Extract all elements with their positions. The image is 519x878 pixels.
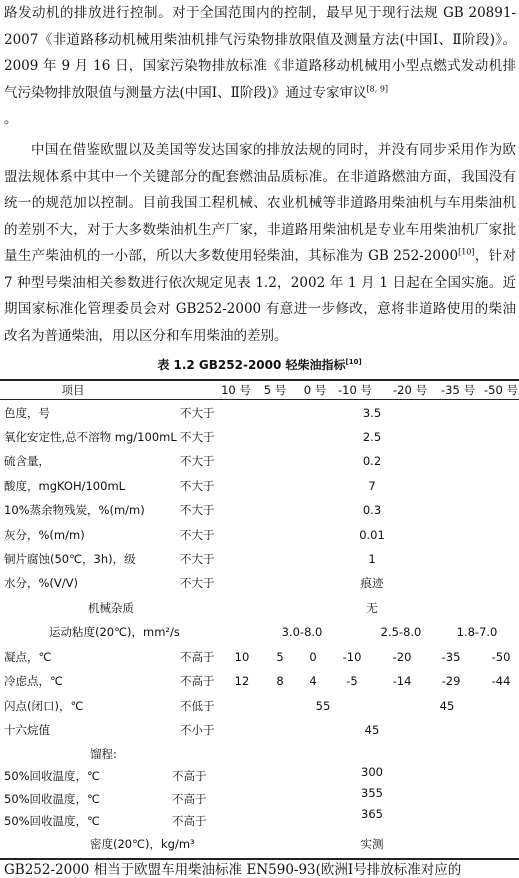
row-value: 实测 — [360, 837, 384, 851]
row-value: 1 — [368, 552, 376, 566]
row-value: 0.2 — [362, 454, 382, 468]
row-label: 凝点，℃ — [4, 650, 52, 664]
row-value: 无 — [366, 601, 378, 615]
row-label: 十六烷值 — [4, 723, 50, 737]
row-value: 7 — [368, 479, 376, 493]
paragraph-2-text-b: ，针对 7 种型号柴油相关参数进行依次规定见表 1.2，2002 年 1 月 1 日起在全国实施。近期国家标准化管理委员会对 GB252-2000 有意进一步修改，意将非道路使用的柴油改名为普通柴油，用以区分和车用柴油的差别。 — [4, 248, 516, 344]
paragraph-2 — [4, 137, 516, 349]
table-title-citation: [10] — [345, 358, 362, 366]
header-grade-m20: -20 号 — [393, 383, 427, 397]
row-value: 0 — [309, 650, 317, 664]
header-grade-m10: -10 号 — [338, 383, 372, 397]
row-value: 3.0-8.0 — [281, 625, 323, 639]
row-value: 300 — [361, 765, 383, 779]
row-limit: 不大于 — [180, 576, 215, 590]
paragraph-2-text-a: 中国在借鉴欧盟以及美国等发达国家的排放法规的同时，并没有同步采用作为欧盟法规体系中其中一个关键部分的配套燃油品质标准。在非道路燃油方面，我国没有统一的规范加以控制。目前我国工程机械、农业机械等非道路用柴油机与车用柴油机的差别不大，对于大多数柴油机生产厂家，非道路用柴油机是专业车用柴油机厂家批量生产柴油机的一小部，所以大多数使用轻柴油，其标准为 GB 252-2000 — [4, 142, 516, 264]
row-limit: 不大于 — [180, 552, 215, 566]
row-value: -5 — [346, 674, 358, 688]
row-label: 色度，号 — [4, 406, 50, 420]
row-limit: 不大于 — [180, 528, 215, 542]
row-label: 硫含量， — [4, 454, 50, 468]
citation-10: [10] — [458, 247, 475, 257]
row-limit: 不小于 — [180, 723, 215, 737]
footer-text: GB252-2000 相当于欧盟车用柴油标准 EN590-93(欧洲Ⅰ号排放标准对应的 — [4, 862, 462, 878]
row-limit: 不高于 — [180, 650, 215, 664]
row-value: 3.5 — [362, 406, 382, 420]
table-top-rule — [0, 379, 519, 381]
row-label: 闪点(闭口)，℃ — [4, 699, 84, 713]
row-value: 2.5 — [362, 430, 382, 444]
row-label: 10%蒸余物残炭，%(m/m) — [4, 503, 145, 517]
row-limit: 不低于 — [180, 699, 215, 713]
row-value: -50 — [491, 650, 511, 664]
row-value: 4 — [309, 674, 317, 688]
table-bottom-rule — [0, 858, 519, 860]
row-value: 45 — [439, 699, 455, 713]
row-limit: 不大于 — [180, 406, 215, 420]
row-limit: 不高于 — [180, 674, 215, 688]
table-title — [0, 356, 519, 373]
row-label: 冷虑点，℃ — [4, 674, 63, 688]
row-value: -14 — [392, 674, 412, 688]
paragraph-1-text: 路发动机的排放进行控制。对于全国范围内的控制，最早见于现行法规 GB 20891-2007《非道路移动机械用柴油机排气污染物排放限值及测量方法(中国Ⅰ、Ⅱ阶段)》。2009 年 9 月 16 日，国家污染物排放标准《非道路移动机械用小型点燃式发动机排气污染物排放限值与测量方法(中国Ⅰ、Ⅱ阶段)》通过专家审议 — [4, 5, 516, 101]
row-value: 1.8-7.0 — [456, 625, 498, 639]
row-label: 水分，%(V/V) — [4, 576, 79, 590]
row-value: 355 — [361, 786, 383, 800]
row-label: 运动粘度(20℃)，mm²/s — [49, 625, 180, 639]
row-label: 灰分，%(m/m) — [4, 528, 85, 542]
row-label: 机械杂质 — [88, 601, 134, 615]
row-label: 50%回收温度，℃ — [4, 769, 100, 783]
citation-8-9: [8, 9] — [366, 84, 389, 93]
row-limit: 不高于 — [172, 769, 207, 783]
row-value: 2.5-8.0 — [380, 625, 422, 639]
row-value: -10 — [342, 650, 362, 664]
row-value: 痕迹 — [360, 576, 384, 590]
row-value: 10 — [234, 650, 250, 664]
row-value: 0.01 — [359, 528, 385, 542]
table-header-rule — [0, 399, 519, 400]
row-limit: 不大于 — [180, 430, 215, 444]
row-limit: 不大于 — [180, 503, 215, 517]
row-limit: 不高于 — [172, 792, 207, 806]
row-value: 365 — [361, 807, 383, 821]
table-title-text: 表 1.2 GB252-2000 轻柴油指标 — [157, 358, 346, 372]
row-label: 铜片腐蚀(50℃，3h)，级 — [4, 552, 136, 566]
paragraph-1 — [4, 0, 516, 133]
row-value: 5 — [276, 650, 284, 664]
row-value: -29 — [441, 674, 461, 688]
row-value: -35 — [441, 650, 461, 664]
row-label: 酸度，mgKOH/100mL — [4, 479, 126, 493]
header-grade-m50: -50 号 — [484, 383, 518, 397]
header-grade-5: 5 号 — [263, 383, 287, 397]
row-limit: 不大于 — [180, 479, 215, 493]
row-label: 密度(20℃)，kg/m³ — [90, 837, 195, 851]
header-grade-10: 10 号 — [221, 383, 251, 397]
row-value: 0.3 — [362, 503, 382, 517]
row-label: 馏程: — [90, 747, 117, 761]
paragraph-1-end: 。 — [4, 111, 18, 127]
row-value: 8 — [276, 674, 284, 688]
row-label: 氧化安定性,总不溶物 mg/100mL — [4, 430, 177, 444]
row-value: 55 — [315, 699, 331, 713]
header-grade-m35: -35 号 — [441, 383, 475, 397]
row-value: -20 — [392, 650, 412, 664]
row-value: 45 — [364, 723, 380, 737]
row-value: -44 — [491, 674, 511, 688]
row-limit: 不高于 — [172, 814, 207, 828]
header-item: 项目 — [61, 383, 85, 397]
row-value: 12 — [234, 674, 250, 688]
row-label: 50%回收温度，℃ — [4, 792, 100, 806]
header-grade-0: 0 号 — [303, 383, 327, 397]
row-label: 50%回收温度，℃ — [4, 814, 100, 828]
row-limit: 不大于 — [180, 454, 215, 468]
